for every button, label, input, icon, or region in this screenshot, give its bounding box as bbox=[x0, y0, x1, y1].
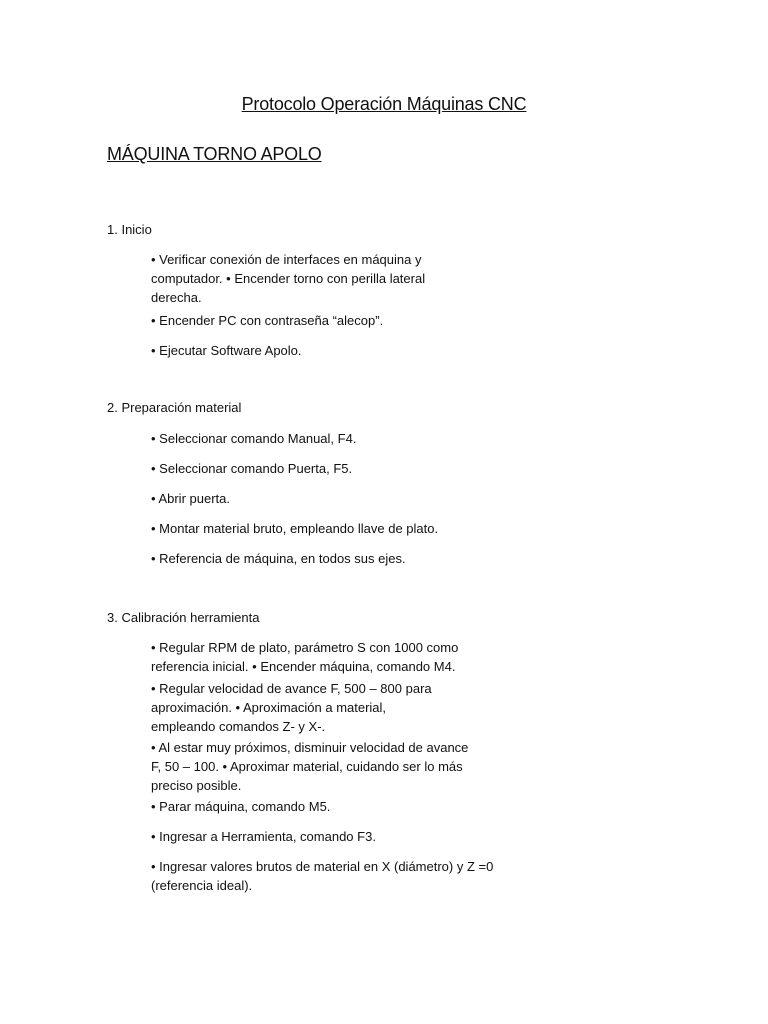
list-item-line: • Encender PC con contraseña “alecop”. bbox=[151, 313, 384, 328]
list-item-line: • Regular velocidad de avance F, 500 – 800 para bbox=[151, 681, 432, 696]
list-item bbox=[151, 341, 302, 360]
list-item-line: • Ejecutar Software Apolo. bbox=[151, 343, 302, 358]
list-item bbox=[151, 679, 432, 736]
machine-heading: MÁQUINA TORNO APOLO bbox=[107, 144, 322, 164]
list-item-line: • Montar material bruto, empleando llave de plato. bbox=[151, 521, 439, 536]
list-item-line: • Ingresar valores brutos de material en X (diámetro) y Z =0 bbox=[151, 859, 494, 874]
list-item-line: computador. • Encender torno con perilla lateral bbox=[151, 271, 426, 286]
list-item-line: preciso posible. bbox=[151, 778, 242, 793]
list-item-line: empleando comandos Z- y X-. bbox=[151, 719, 326, 734]
list-item-line: • Seleccionar comando Puerta, F5. bbox=[151, 461, 353, 476]
list-item bbox=[151, 638, 458, 676]
list-item-line: referencia inicial. • Encender máquina, comando M4. bbox=[151, 659, 456, 674]
section-heading-calibracion: 3. Calibración herramienta bbox=[107, 610, 260, 625]
list-item bbox=[151, 519, 438, 538]
list-item-line: • Al estar muy próximos, disminuir velocidad de avance bbox=[151, 740, 469, 755]
list-item-line: • Seleccionar comando Manual, F4. bbox=[151, 431, 357, 446]
list-item bbox=[151, 429, 356, 448]
list-item bbox=[151, 549, 406, 568]
document-title: Protocolo Operación Máquinas CNC bbox=[241, 94, 527, 114]
list-item-line: derecha. bbox=[151, 290, 202, 305]
list-item bbox=[151, 827, 376, 846]
list-item-line: • Parar máquina, comando M5. bbox=[151, 799, 331, 814]
section-heading-inicio: 1. Inicio bbox=[107, 222, 152, 237]
list-item-line: • Abrir puerta. bbox=[151, 491, 230, 506]
list-item bbox=[151, 797, 330, 816]
list-item-line: F, 50 – 100. • Aproximar material, cuidando ser lo más bbox=[151, 759, 463, 774]
section-heading-preparacion: 2. Preparación material bbox=[107, 400, 242, 415]
list-item bbox=[151, 738, 468, 795]
list-item-line: (referencia ideal). bbox=[151, 878, 253, 893]
list-item-line: • Ingresar a Herramienta, comando F3. bbox=[151, 829, 376, 844]
list-item-line: • Referencia de máquina, en todos sus ejes. bbox=[151, 551, 406, 566]
list-item bbox=[151, 459, 352, 478]
list-item bbox=[151, 489, 230, 508]
list-item bbox=[151, 311, 383, 330]
list-item bbox=[151, 857, 493, 895]
list-item-line: • Regular RPM de plato, parámetro S con 1000 como bbox=[151, 640, 459, 655]
list-item-line: aproximación. • Aproximación a material, bbox=[151, 700, 387, 715]
list-item-line: • Verificar conexión de interfaces en máquina y bbox=[151, 252, 422, 267]
list-item bbox=[151, 250, 425, 307]
